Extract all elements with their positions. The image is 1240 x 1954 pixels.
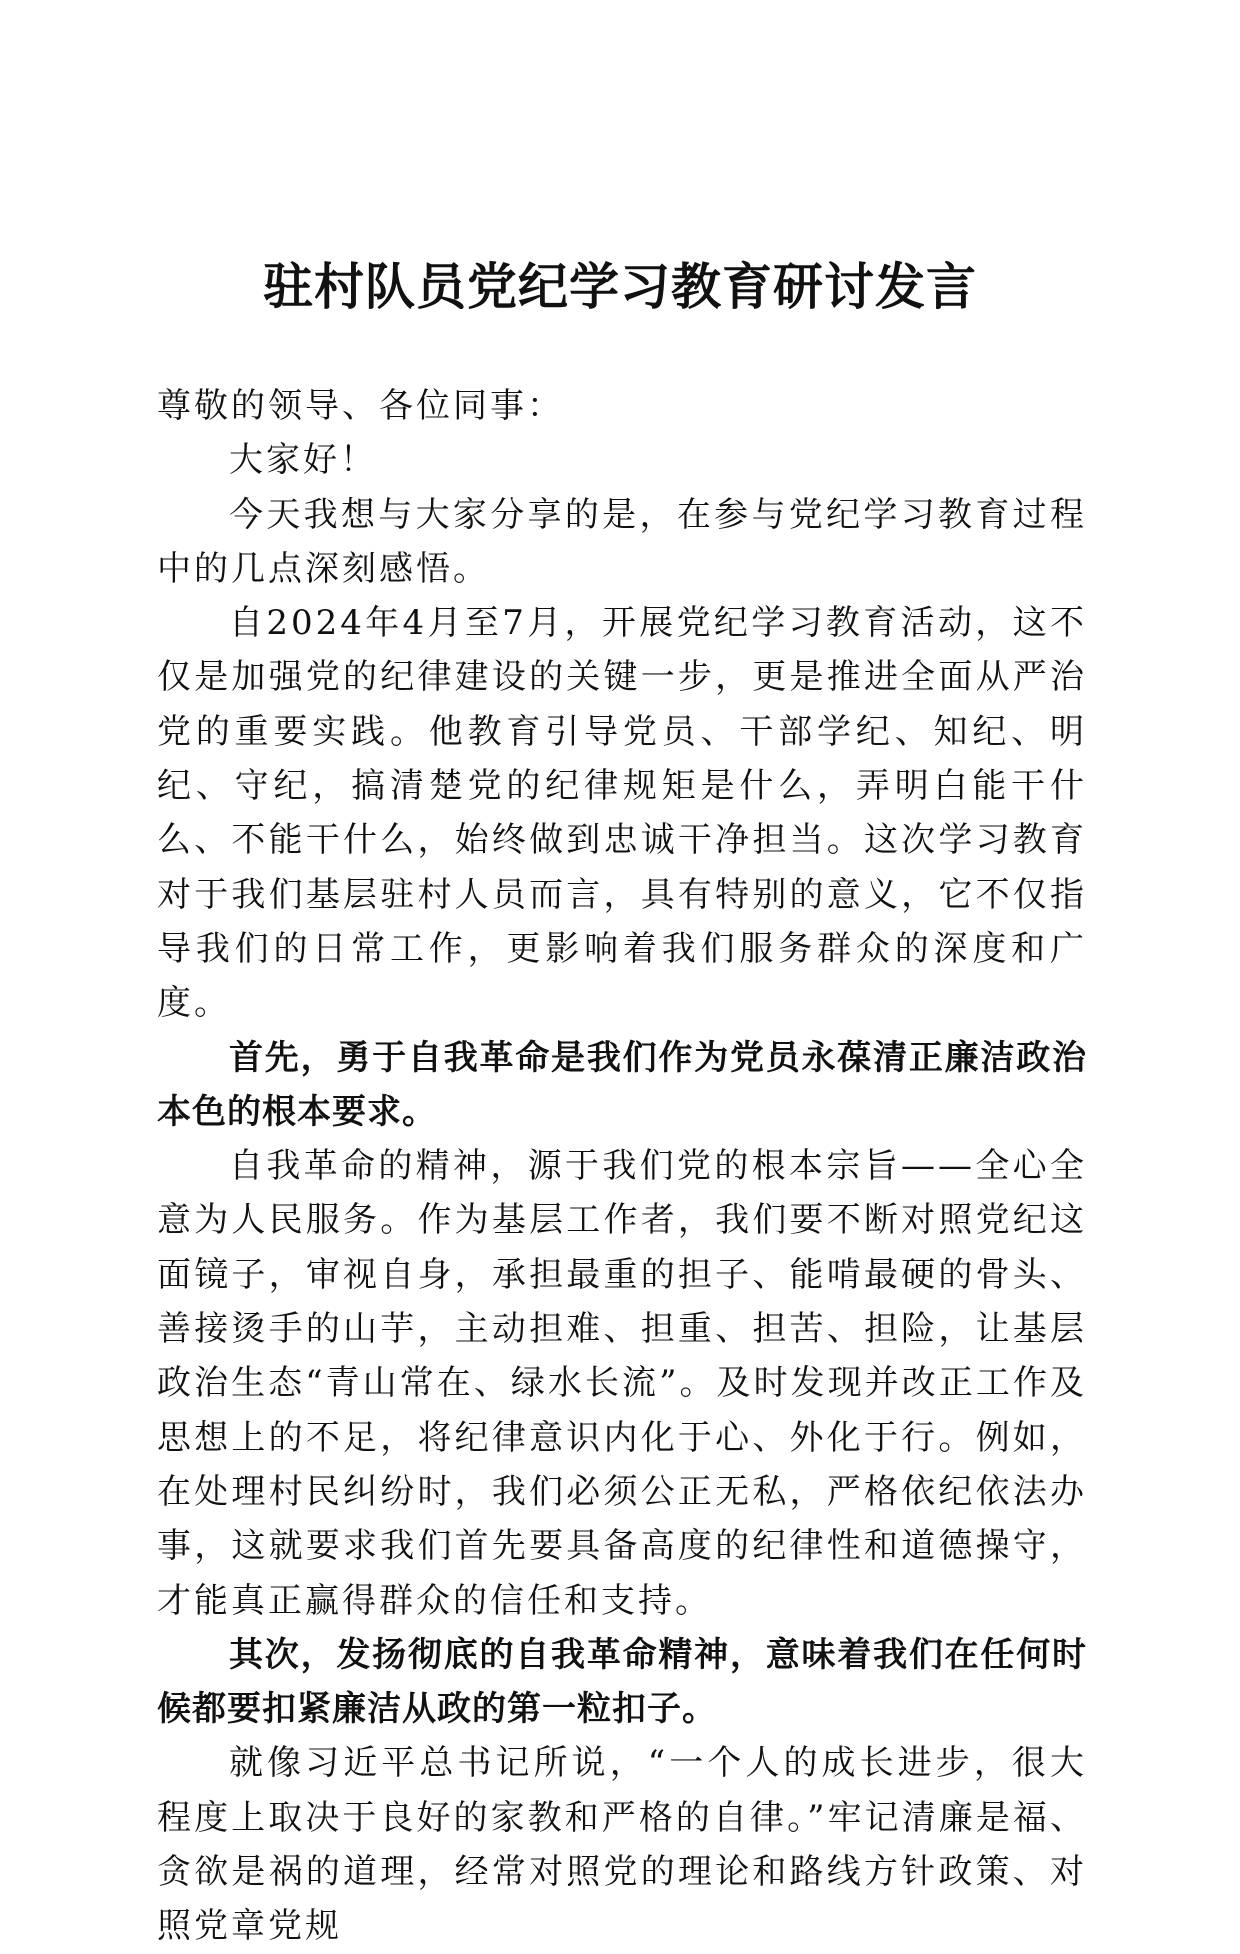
paragraph-intro: 今天我想与大家分享的是，在参与党纪学习教育过程中的几点深刻感悟。 xyxy=(157,494,1087,589)
document-title: 驻村队员党纪学习教育研讨发言 xyxy=(263,257,977,316)
heading-second-point: 其次，发扬彻底的自我革命精神，意味着我们在任何时候都要扣紧廉洁从政的第一粒扣子。 xyxy=(157,1634,1087,1730)
paragraph-background: 自2024年4月至7月，开展党纪学习教育活动，这不仅是加强党的纪律建设的关键一步，更是推进全面从严治党的重要实践。他教育引导党员、干部学纪、知纪、明纪、守纪，搞清楚党的纪律规矩是什么，弄明白能干什么、不能干什么，始终做到忠诚干净担当。这次学习教育对于我们基层驻村人员而言，具有特别的意义，它不仅指导我们的日常工作，更影响着我们服务群众的深度和广度。 xyxy=(157,603,1087,1024)
document-body xyxy=(157,379,1087,1954)
paragraph-second-point: 就像习近平总书记所说，“一个人的成长进步，很大程度上取决于良好的家教和严格的自律。”牢记清廉是福、贪欲是祸的道理，经常对照党的理论和路线方针政策、对照党章党规 xyxy=(157,1743,1087,1947)
paragraph-first-point: 自我革命的精神，源于我们党的根本宗旨——全心全意为人民服务。作为基层工作者，我们要不断对照党纪这面镜子，审视自身，承担最重的担子、能啃最硬的骨头、善接烫手的山芋，主动担难、担重、担苦、担险，让基层政治生态“青山常在、绿水长流”。及时发现并改正工作及思想上的不足，将纪律意识内化于心、外化于行。例如，在处理村民纠纷时，我们必须公正无私，严格依纪依法办事，这就要求我们首先要具备高度的纪律性和道德操守，才能真正赢得群众的信任和支持。 xyxy=(157,1146,1087,1621)
greeting: 大家好！ xyxy=(229,440,377,481)
salutation: 尊敬的领导、各位同事： xyxy=(157,386,564,426)
heading-first-point: 首先，勇于自我革命是我们作为党员永葆清正廉洁政治本色的根本要求。 xyxy=(157,1037,1087,1132)
